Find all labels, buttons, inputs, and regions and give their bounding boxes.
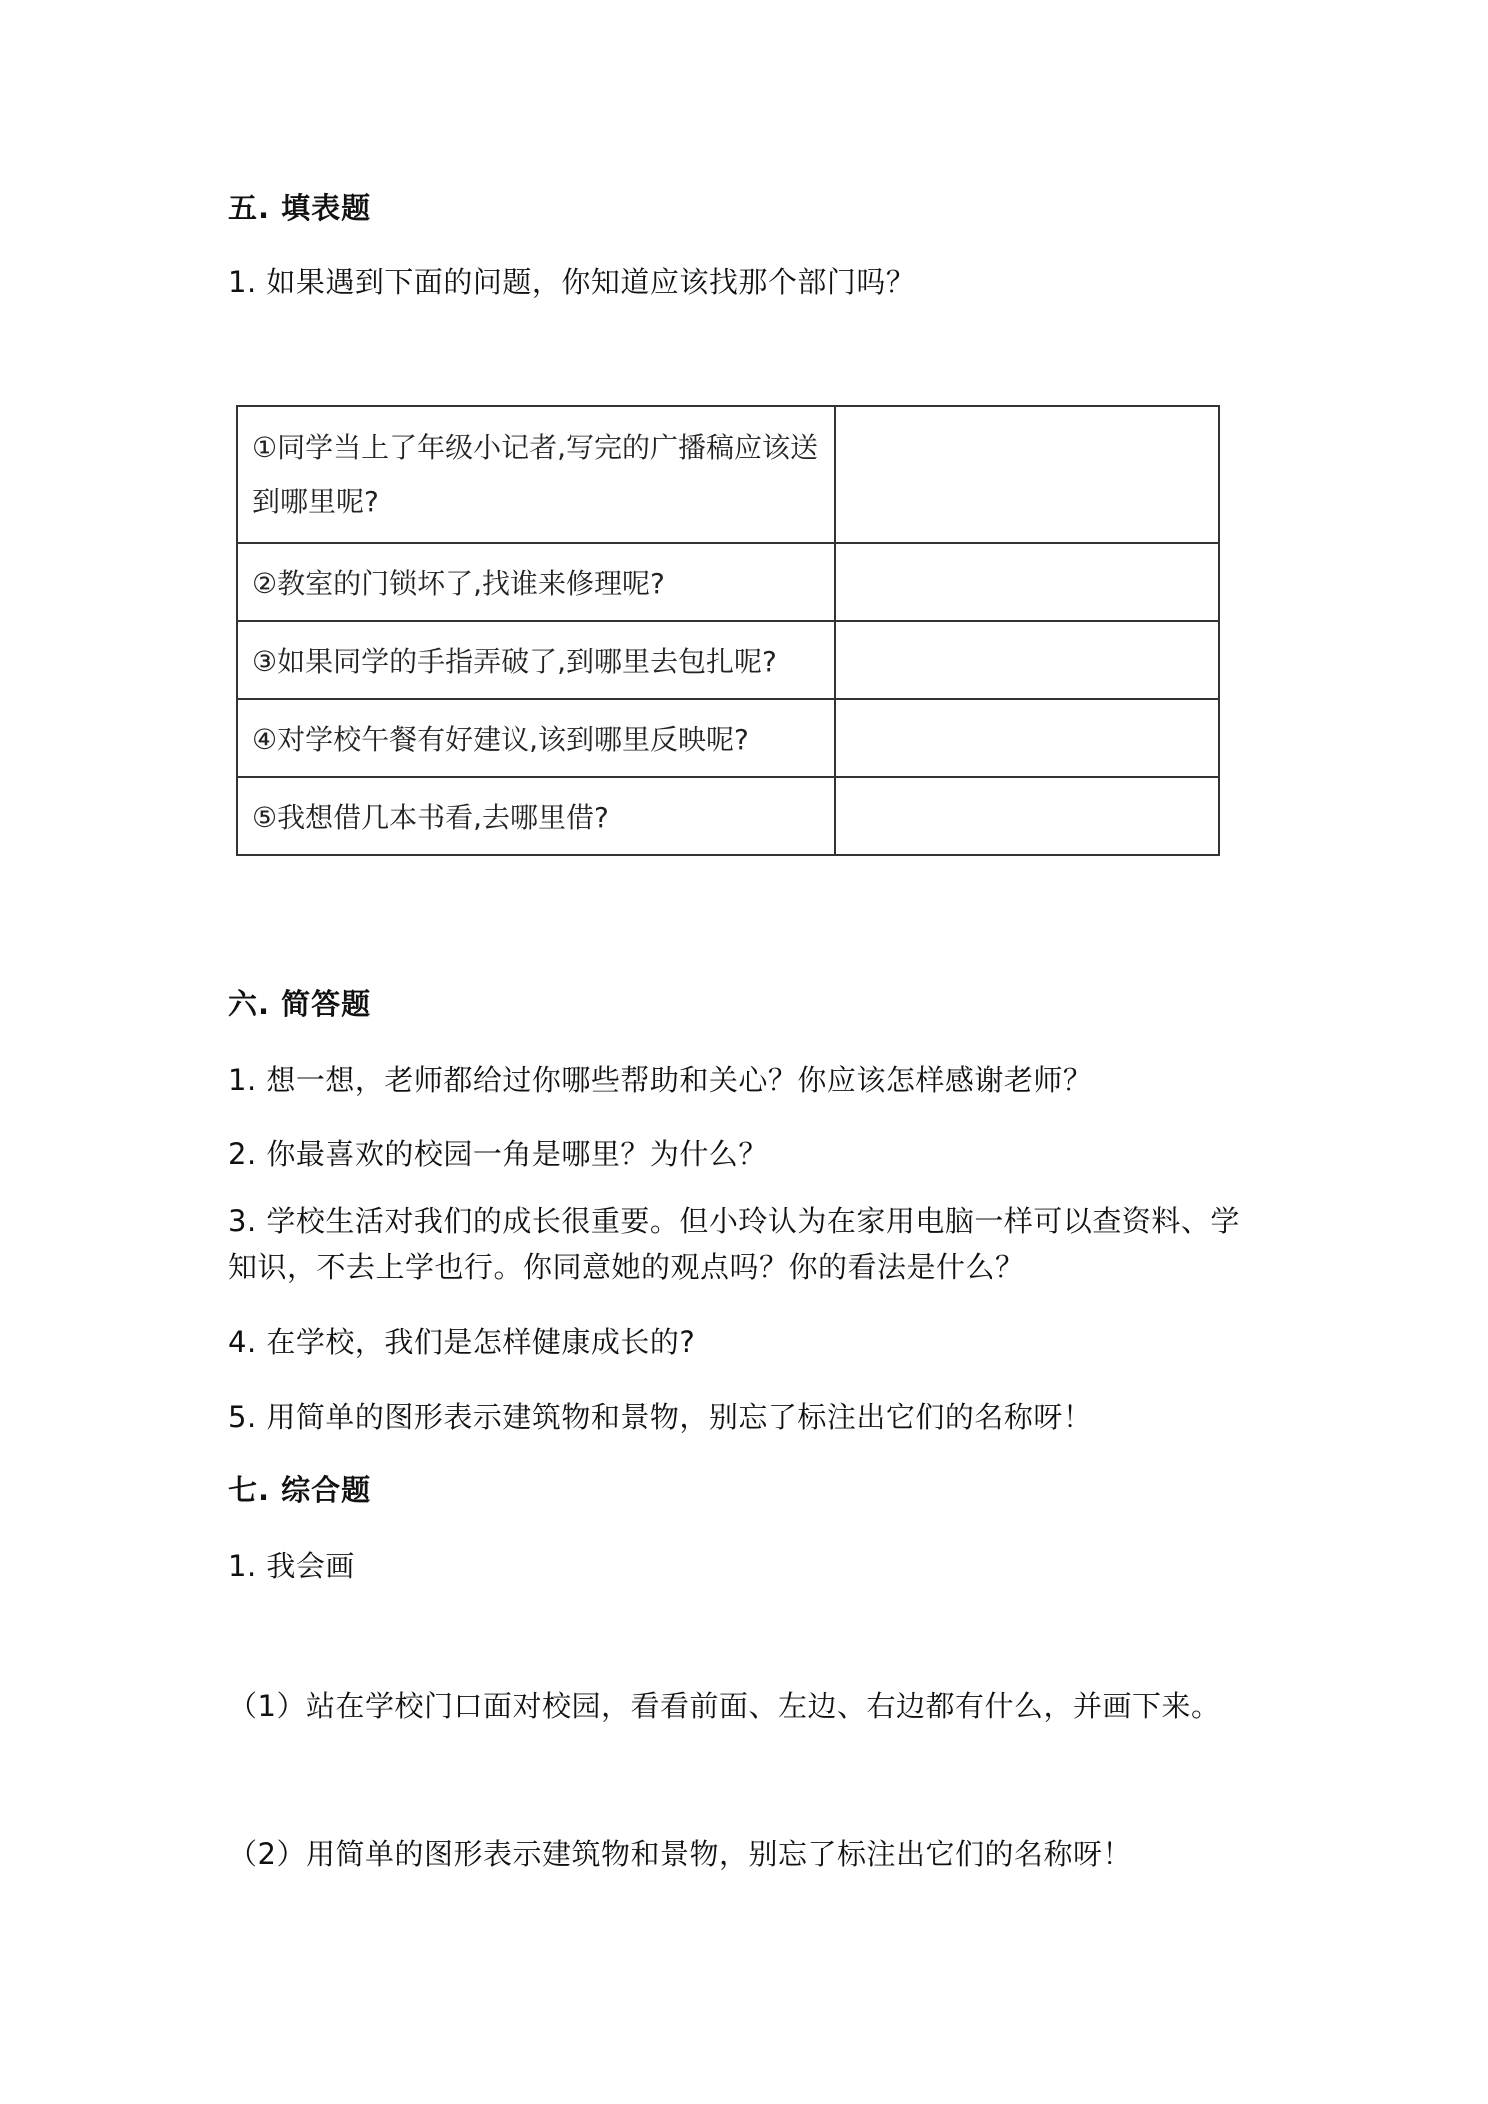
table-cell-answer[interactable]	[835, 621, 1219, 699]
table-cell-question: ②教室的门锁坏了,找谁来修理呢?	[237, 543, 835, 621]
table-cell-answer[interactable]	[835, 543, 1219, 621]
table-cell-question: ④对学校午餐有好建议,该到哪里反映呢?	[237, 699, 835, 777]
question-text: 3. 学校生活对我们的成长很重要。但小玲认为在家用电脑一样可以查资料、学知识，不去上学也行。你同意她的观点吗？你的看法是什么？	[228, 1204, 1240, 1284]
table-cell-question: ③如果同学的手指弄破了,到哪里去包扎呢?	[237, 621, 835, 699]
section-heading-fill-table: 五. 填表题	[228, 191, 372, 225]
question-text: 1. 如果遇到下面的问题，你知道应该找那个部门吗？	[228, 265, 916, 299]
table-cell-answer[interactable]	[835, 777, 1219, 855]
sub-question-text: （2）用简单的图形表示建筑物和景物，别忘了标注出它们的名称呀！	[228, 1837, 1132, 1871]
table-row	[237, 406, 1219, 543]
sub-question-text: （1）站在学校门口面对校园，看看前面、左边、右边都有什么，并画下来。	[228, 1689, 1221, 1723]
table-row	[237, 777, 1219, 855]
section-heading-comprehensive: 七. 综合题	[228, 1473, 372, 1507]
table-cell-answer[interactable]	[835, 406, 1219, 543]
section-heading-short-answer: 六. 简答题	[228, 987, 372, 1021]
table-cell-question: ⑤我想借几本书看,去哪里借?	[237, 777, 835, 855]
table-row	[237, 543, 1219, 621]
question-text: 1. 我会画	[228, 1549, 355, 1583]
table-cell-answer[interactable]	[835, 699, 1219, 777]
table-cell-question: ①同学当上了年级小记者,写完的广播稿应该送到哪里呢?	[237, 406, 835, 543]
question-text: 4. 在学校，我们是怎样健康成长的?	[228, 1325, 696, 1359]
question-text: 5. 用简单的图形表示建筑物和景物，别忘了标注出它们的名称呀！	[228, 1400, 1093, 1434]
table-row	[237, 621, 1219, 699]
table-row	[237, 699, 1219, 777]
question-text: 2. 你最喜欢的校园一角是哪里？为什么？	[228, 1137, 768, 1171]
department-table	[236, 405, 1220, 856]
question-text: 1. 想一想，老师都给过你哪些帮助和关心？你应该怎样感谢老师？	[228, 1063, 1093, 1097]
